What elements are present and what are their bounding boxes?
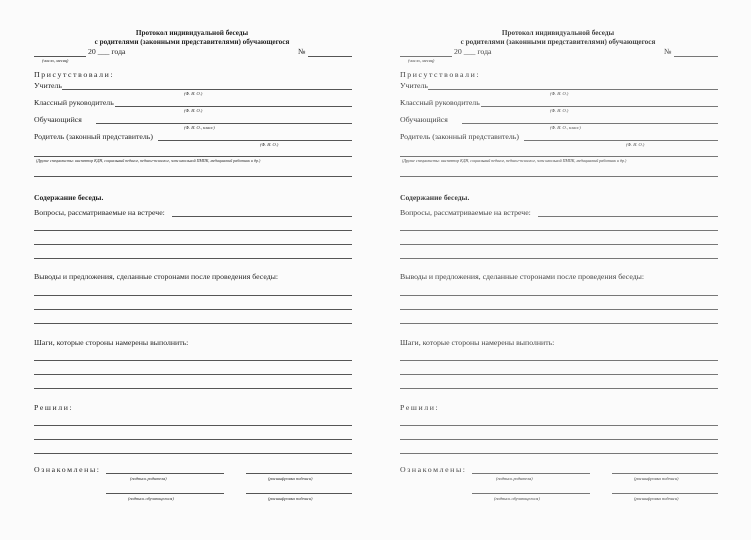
present-label: Присутствовали: [34,70,115,79]
protocol-page-right [378,0,738,540]
parent-signature-decode-hint: (расшифровка подписи) [634,476,679,481]
conclusions-label: Выводы и предложения, сделанные сторонами после проведения беседы: [400,272,645,281]
student-fio-hint: (Ф. И. О., класс) [184,125,215,130]
class-teacher-fio-hint: (Ф. И. О.) [550,108,569,113]
steps-label: Шаги, которые стороны намерены выполнить: [34,338,189,347]
parent-signature-field[interactable] [472,473,590,474]
date-hint: (число, месяц) [408,58,435,63]
decided-line-3[interactable] [400,453,718,454]
decided-line-2[interactable] [400,439,718,440]
questions-label: Вопросы, рассматриваемые на встрече: [400,208,531,217]
parent-signature-hint: (подпись родителя) [496,476,533,481]
student-label: Обучающийся [400,115,448,124]
parent-field[interactable] [524,140,718,141]
student-signature-decode-hint: (расшифровка подписи) [634,496,679,501]
protocol-page-left [12,0,372,540]
conclusions-label: Выводы и предложения, сделанные сторонами после проведения беседы: [34,272,279,281]
student-signature-hint: (подпись обучающегося) [494,496,540,501]
questions-line-4[interactable] [34,258,352,259]
date-year: 20 ___ года [88,47,126,56]
teacher-label: Учитель [400,81,428,90]
questions-line-2[interactable] [400,230,718,231]
questions-line-3[interactable] [400,244,718,245]
steps-line-3[interactable] [400,388,718,389]
date-hint: (число, месяц) [42,58,69,63]
parent-label: Родитель (законный представитель) [400,132,519,141]
form-title-line1: Протокол индивидуальной беседы [501,29,615,37]
specialists-field[interactable] [400,156,718,157]
specialists-field[interactable] [34,156,352,157]
conclusions-line-1[interactable] [400,295,718,296]
student-fio-hint: (Ф. И. О., класс) [550,125,581,130]
conclusions-line-2[interactable] [34,309,352,310]
student-label: Обучающийся [34,115,82,124]
class-teacher-label: Классный руководитель [400,98,480,107]
conclusions-line-1[interactable] [34,295,352,296]
parent-fio-hint: (Ф. И. О.) [626,142,645,147]
content-heading: Содержание беседы. [34,193,104,202]
questions-line-1[interactable] [172,216,352,217]
acquainted-label: Ознакомлены: [400,465,467,474]
parent-signature-decode-field[interactable] [246,473,352,474]
steps-line-1[interactable] [34,360,352,361]
number-sign: № [664,47,672,56]
teacher-fio-hint: (Ф. И. О.) [550,91,569,96]
decided-line-3[interactable] [34,453,352,454]
decided-label: Решили: [400,403,440,412]
decided-line-2[interactable] [34,439,352,440]
decided-line-1[interactable] [34,425,352,426]
parent-field[interactable] [158,140,352,141]
student-signature-decode-hint: (расшифровка подписи) [268,496,313,501]
specialists-hint: (Другие специалисты: инспектор КДН, социальный педагог, педагог-психолог, член школьной ПМПК, медицинский работник и др.) [36,158,261,163]
student-signature-field[interactable] [472,493,590,494]
form-title-line1: Протокол индивидуальной беседы [135,29,249,37]
steps-line-2[interactable] [400,374,718,375]
student-field[interactable] [96,123,352,124]
parent-signature-decode-field[interactable] [612,473,718,474]
form-title-line2: с родителями (законными представителями) обучающегося [94,38,290,46]
class-teacher-fio-hint: (Ф. И. О.) [184,108,203,113]
class-teacher-field[interactable] [115,106,352,107]
parent-signature-hint: (подпись родителя) [130,476,167,481]
teacher-field[interactable] [62,89,352,90]
class-teacher-field[interactable] [481,106,718,107]
number-field[interactable] [674,56,718,57]
number-field[interactable] [308,56,352,57]
date-year: 20 ___ года [454,47,492,56]
conclusions-line-2[interactable] [400,309,718,310]
date-field[interactable] [34,56,86,57]
decided-line-1[interactable] [400,425,718,426]
questions-line-4[interactable] [400,258,718,259]
questions-line-1[interactable] [538,216,718,217]
steps-line-2[interactable] [34,374,352,375]
questions-label: Вопросы, рассматриваемые на встрече: [34,208,165,217]
steps-label: Шаги, которые стороны намерены выполнить: [400,338,555,347]
student-signature-hint: (подпись обучающегося) [128,496,174,501]
number-sign: № [298,47,306,56]
parent-fio-hint: (Ф. И. О.) [260,142,279,147]
class-teacher-label: Классный руководитель [34,98,114,107]
date-field[interactable] [400,56,452,57]
steps-line-1[interactable] [400,360,718,361]
decided-label: Решили: [34,403,74,412]
parent-label: Родитель (законный представитель) [34,132,153,141]
content-heading: Содержание беседы. [400,193,470,202]
student-signature-decode-field[interactable] [246,493,352,494]
specialists-hint: (Другие специалисты: инспектор КДН, социальный педагог, педагог-психолог, член школьной ПМПК, медицинский работник и др.) [402,158,627,163]
parent-signature-field[interactable] [106,473,224,474]
student-field[interactable] [462,123,718,124]
parent-signature-decode-hint: (расшифровка подписи) [268,476,313,481]
steps-line-3[interactable] [34,388,352,389]
specialists-field-2[interactable] [400,176,718,177]
student-signature-decode-field[interactable] [612,493,718,494]
conclusions-line-3[interactable] [400,323,718,324]
form-title-line2: с родителями (законными представителями) обучающегося [460,38,656,46]
acquainted-label: Ознакомлены: [34,465,101,474]
present-label: Присутствовали: [400,70,481,79]
questions-line-2[interactable] [34,230,352,231]
teacher-field[interactable] [428,89,718,90]
teacher-label: Учитель [34,81,62,90]
specialists-field-2[interactable] [34,176,352,177]
questions-line-3[interactable] [34,244,352,245]
teacher-fio-hint: (Ф. И. О.) [184,91,203,96]
conclusions-line-3[interactable] [34,323,352,324]
student-signature-field[interactable] [106,493,224,494]
